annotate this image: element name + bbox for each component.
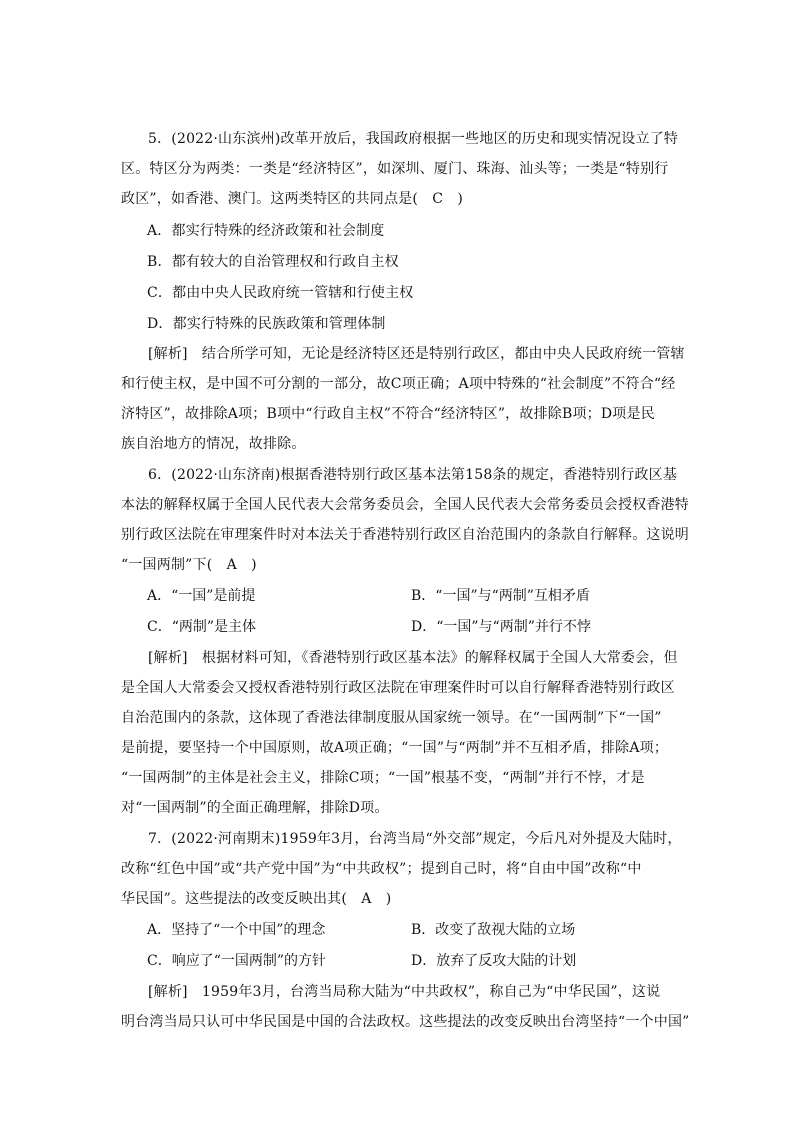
q7-stem-line-3: 华民国”。这些提法的改变反映出其( A ) (121, 891, 392, 907)
q6-analysis-line-5: “一国两制”的主体是社会主义，排除C项；“一国”根基不变，“两制”并行不悖，才是 (121, 770, 645, 786)
q6-option-c: C．“两制”是主体 (147, 619, 257, 635)
q7-analysis-line-1: [解析] 1959年3月，台湾当局称大陆为“中共政权”，称自己为“中华民国”，这说 (148, 984, 661, 1000)
q6-option-d: D．“一国”与“两制”并行不悖 (411, 619, 591, 635)
q6-stem-line-3: 别行政区法院在审理案件时对本法关于香港特别行政区自治范围内的条款自行解释。这说明 (121, 527, 689, 543)
q5-option-c: C．都由中央人民政府统一管辖和行使主权 (147, 285, 414, 301)
q5-option-a: A．都实行特殊的经济政策和社会制度 (147, 223, 385, 239)
q5-option-b: B．都有较大的自治管理权和行政自主权 (147, 254, 399, 270)
q7-option-a: A．坚持了“一个中国”的理念 (147, 922, 326, 938)
q7-option-b: B．改变了敌视大陆的立场 (411, 922, 576, 938)
q5-option-d: D．都实行特殊的民族政策和管理体制 (147, 316, 386, 332)
q6-option-a: A．“一国”是前提 (147, 588, 256, 604)
q6-analysis-line-3: 自治范围内的条款，这体现了香港法律制度服从国家统一领导。在“一国两制”下“一国” (121, 710, 662, 726)
q6-stem-line-1: 6．(2022·山东济南)根据香港特别行政区基本法第158条的规定，香港特别行政区基 (148, 467, 678, 483)
q5-analysis-line-4: 族自治地方的情况，故排除。 (121, 436, 306, 452)
q7-option-d: D．放弃了反攻大陆的计划 (411, 953, 577, 969)
q6-stem-line-2: 本法的解释权属于全国人民代表大会常务委员会，全国人民代表大会常务委员会授权香港特 (121, 497, 689, 513)
q7-analysis-line-2: 明台湾当局只认可中华民国是中国的合法政权。这些提法的改变反映出台湾坚持“一个中国” (121, 1014, 690, 1030)
q6-analysis-line-6: 对“一国两制”的全面正确理解，排除D项。 (121, 800, 389, 816)
q5-stem-line-1: 5．(2022·山东滨州)改革开放后，我国政府根据一些地区的历史和现实情况设立了特 (148, 131, 679, 147)
q5-stem-line-2: 区。特区分为两类：一类是“经济特区”，如深圳、厦门、珠海、汕头等；一类是“特别行 (121, 161, 669, 177)
q5-stem-line-3: 政区”，如香港、澳门。这两类特区的共同点是( C ) (121, 191, 463, 207)
q6-analysis-line-1: [解析] 根据材料可知，《香港特别行政区基本法》的解释权属于全国人大常委会，但 (148, 650, 678, 666)
q7-stem-line-1: 7．(2022·河南期末)1959年3月，台湾当局“外交部”规定，今后凡对外提及大陆时， (148, 831, 682, 847)
q5-analysis-line-2: 和行使主权，是中国不可分割的一部分，故C项正确；A项中特殊的“社会制度”不符合“经 (121, 376, 676, 392)
q5-analysis-line-3: 济特区”，故排除A项；B项中“行政自主权”不符合“经济特区”，故排除B项；D项是民 (121, 406, 655, 422)
q7-option-c: C．响应了“一国两制”的方针 (147, 953, 327, 969)
q6-analysis-line-2: 是全国人大常委会又授权香港特别行政区法院在审理案件时可以自行解释香港特别行政区 (121, 680, 675, 696)
q5-analysis-line-1: [解析] 结合所学可知，无论是经济特区还是特别行政区，都由中央人民政府统一管辖 (148, 346, 685, 362)
q6-stem-line-4: “一国两制”下( A ) (121, 557, 257, 573)
q6-analysis-line-4: 是前提，要坚持一个中国原则，故A项正确；“一国”与“两制”并不互相矛盾，排除A项； (121, 740, 669, 756)
q6-option-b: B．“一国”与“两制”互相矛盾 (411, 588, 590, 604)
q7-stem-line-2: 改称“红色中国”或“共产党中国”为“中共政权”；提到自己时，将“自由中国”改称“中 (121, 861, 642, 877)
